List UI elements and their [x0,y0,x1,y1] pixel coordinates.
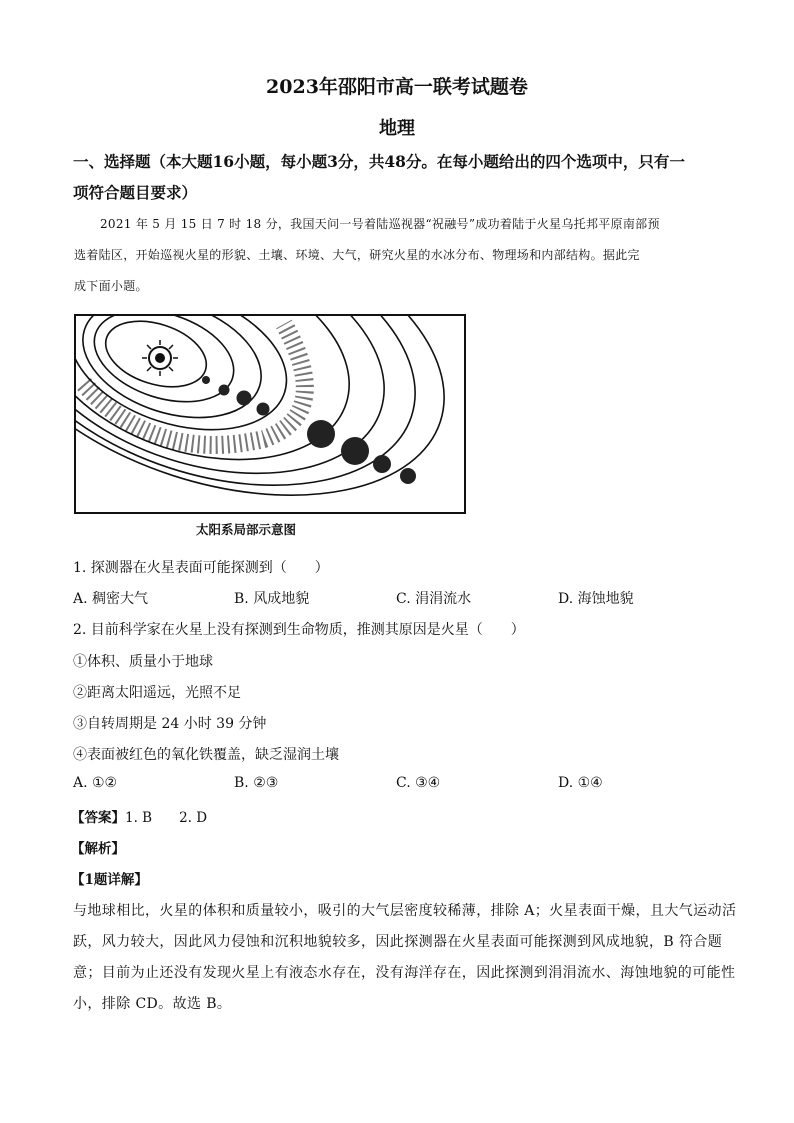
q1-option-a: A. 稠密大气 [73,591,149,607]
planet-2 [219,385,230,396]
section-heading-line2: 项符合题目要求） [73,183,198,202]
planet-1 [202,376,210,384]
subject-title: 地理 [379,118,415,139]
q2-stem: 2. 目前科学家在火星上没有探测到生命物质，推测其原因是火星（ ） [73,622,525,638]
q2-item-4: ④表面被红色的氧化铁覆盖，缺乏湿润土壤 [73,747,339,763]
q2-option-a: A. ①② [73,775,118,791]
q2-item-2: ②距离太阳遥远，光照不足 [73,685,241,701]
q1-option-b: B. 风成地貌 [234,591,310,607]
solar-system-diagram [74,314,466,514]
q2-option-c: C. ③④ [396,775,441,791]
planet-5 [307,420,335,448]
q1-option-d: D. 海蚀地貌 [558,591,634,607]
q1-stem: 1. 探测器在火星表面可能探测到（ ） [73,560,329,576]
analysis-line-1: 与地球相比，火星的体积和质量较小，吸引的大气层密度较稀薄，排除 A；火星表面干燥，且大气运动活 [73,903,737,919]
detail-label: 【1题详解】 [71,872,148,888]
planet-6 [341,437,369,465]
q2-item-3: ③自转周期是 24 小时 39 分钟 [73,716,267,732]
intro-line2: 选着陆区，开始巡视火星的形貌、土壤、环境、大气，研究火星的水冰分布、物理场和内部结构。据此完 [74,248,640,262]
planet-4 [257,403,270,416]
planet-3 [237,391,252,406]
q1-option-c: C. 涓涓流水 [396,591,472,607]
q2-option-b: B. ②③ [234,775,279,791]
figure-caption: 太阳系局部示意图 [196,522,297,537]
answer-text: 1. B 2. D [125,810,208,826]
analysis-line-4: 小，排除 CD。故选 B。 [73,996,232,1012]
planet-7 [373,455,391,473]
answer-row [71,806,207,826]
q2-option-d: D. ①④ [558,775,603,791]
intro-line1: 2021 年 5 月 15 日 7 时 18 分，我国天问一号着陆巡视器“祝融号”成功着陆于火星乌托邦平原南部预 [100,217,660,231]
analysis-line-3: 意；目前为止还没有发现火星上有液态水存在，没有海洋存在，因此探测到涓涓流水、海蚀地貌的可能性 [73,965,736,981]
q2-item-1: ①体积、质量小于地球 [73,654,213,670]
page-title: 2023年邵阳市高一联考试题卷 [266,76,528,98]
answer-label: 【答案】 [71,810,125,826]
analysis-label: 【解析】 [71,841,125,857]
section-heading-line1: 一、选择题（本大题16小题，每小题3分，共48分。在每小题给出的四个选项中，只有一 [73,152,685,171]
analysis-line-2: 跃，风力较大，因此风力侵蚀和沉积地貌较多，因此探测器在火星表面可能探测到风成地貌，B 符合题 [73,934,723,950]
intro-line3: 成下面小题。 [74,279,148,293]
planet-8 [400,468,416,484]
